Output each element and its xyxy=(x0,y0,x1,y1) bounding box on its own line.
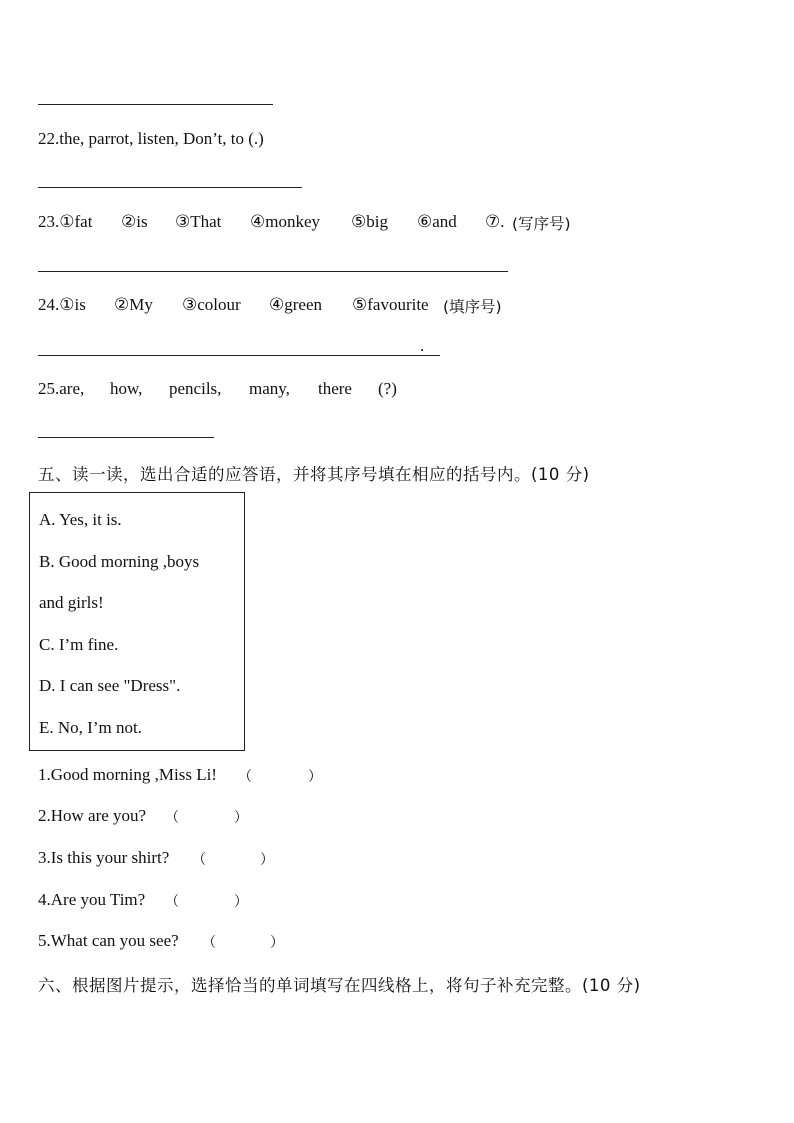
section-5-heading: 五、读一读，选出合适的应答语，并将其序号填在相应的括号内。(10 分) xyxy=(38,465,590,484)
question-23-item-1: 23.①fat xyxy=(38,212,93,231)
option-b: B. Good morning ,boys xyxy=(39,552,200,571)
question-24-item-1: 24.①is xyxy=(38,295,86,314)
answer-paren-open-4[interactable]: （ xyxy=(165,894,179,910)
answer-line-21[interactable] xyxy=(38,104,273,105)
option-a: A. Yes, it is. xyxy=(39,510,122,529)
dialog-question-2: 2.How are you? xyxy=(38,806,147,825)
option-d: D. I can see "Dress". xyxy=(39,676,181,695)
answer-paren-close-1[interactable]: ） xyxy=(308,769,322,785)
question-25-item-1: 25.are, xyxy=(38,379,85,398)
answer-line-23[interactable] xyxy=(38,271,508,272)
question-25-item-6: (?) xyxy=(378,379,397,398)
dialog-question-5: 5.What can you see? xyxy=(38,931,179,950)
answer-paren-open-1[interactable]: （ xyxy=(238,769,252,785)
question-23-item-3: ③That xyxy=(175,212,222,231)
answer-paren-close-5[interactable]: ） xyxy=(270,935,284,951)
question-24-item-5: ⑤favourite xyxy=(352,295,429,314)
question-25-item-5: there xyxy=(318,379,352,398)
dialog-question-3: 3.Is this your shirt? xyxy=(38,848,170,867)
question-23-item-2: ②is xyxy=(121,212,148,231)
answer-paren-close-4[interactable]: ） xyxy=(234,894,248,910)
answer-line-22[interactable] xyxy=(38,187,302,188)
question-25-item-3: pencils, xyxy=(169,379,222,398)
question-24-note: (填序号) xyxy=(443,298,502,316)
answer-line-24[interactable] xyxy=(38,355,440,356)
question-23-item-7: ⑦. xyxy=(485,212,505,231)
answer-paren-open-5[interactable]: （ xyxy=(202,935,216,951)
option-b-continued: and girls! xyxy=(39,593,104,612)
option-c: C. I’m fine. xyxy=(39,635,119,654)
question-25-item-4: many, xyxy=(249,379,290,398)
question-23-item-4: ④monkey xyxy=(250,212,321,231)
dialog-question-1: 1.Good morning ,Miss Li! xyxy=(38,765,217,784)
question-22: 22.the, parrot, listen, Don’t, to (.) xyxy=(38,129,264,148)
question-23-item-6: ⑥and xyxy=(417,212,457,231)
options-box xyxy=(29,492,245,751)
question-23-note: (写序号) xyxy=(512,215,571,233)
option-e: E. No, I’m not. xyxy=(39,718,142,737)
question-24-item-4: ④green xyxy=(269,295,322,314)
question-24-item-2: ②My xyxy=(114,295,153,314)
answer-paren-close-3[interactable]: ） xyxy=(260,852,274,868)
dialog-question-4: 4.Are you Tim? xyxy=(38,890,146,909)
question-24-item-3: ③colour xyxy=(182,295,241,314)
answer-line-25[interactable] xyxy=(38,437,214,438)
question-23-item-5: ⑤big xyxy=(351,212,388,231)
answer-paren-close-2[interactable]: ） xyxy=(234,810,248,826)
question-25-item-2: how, xyxy=(110,379,143,398)
answer-paren-open-3[interactable]: （ xyxy=(192,852,206,868)
section-6-heading: 六、根据图片提示，选择恰当的单词填写在四线格上，将句子补充完整。(10 分) xyxy=(38,976,641,995)
answer-paren-open-2[interactable]: （ xyxy=(165,810,179,826)
answer-line-24-period: . xyxy=(420,336,425,355)
